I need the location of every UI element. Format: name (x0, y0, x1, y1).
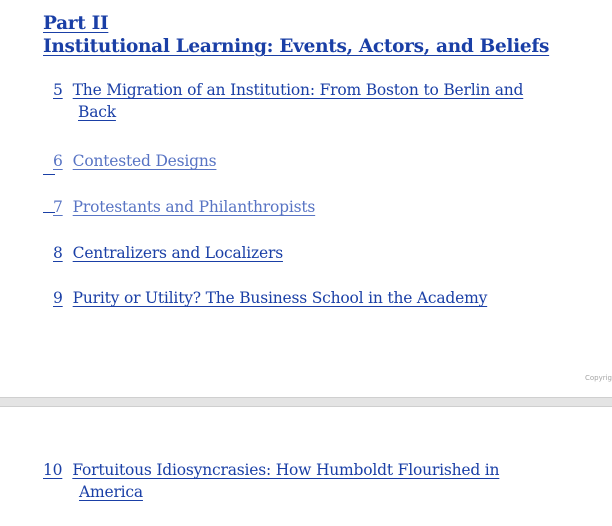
toc-entry-chapter-6[interactable] (53, 150, 216, 172)
toc-leader-line (43, 174, 55, 175)
toc-entry-chapter-9[interactable] (53, 287, 487, 309)
chapter-title: Fortuitous Idiosyncrasies: How Humboldt Flourished in (72, 461, 500, 479)
chapter-number: 7 (53, 198, 63, 216)
part-title: Institutional Learning: Events, Actors, and Beliefs (43, 36, 550, 57)
chapter-number: 8 (53, 244, 63, 262)
part-number: Part II (43, 13, 109, 34)
chapter-number: 10 (43, 461, 63, 479)
toc-entry-chapter-7[interactable] (53, 196, 315, 218)
toc-entry-chapter-10[interactable] (43, 459, 499, 503)
copyright-notice: Copyrig (584, 374, 612, 382)
document-page-bottom (0, 407, 612, 526)
chapter-title: Purity or Utility? The Business School in the Academy (72, 289, 488, 307)
chapter-number: 6 (53, 152, 63, 170)
part-heading-link[interactable] (43, 12, 603, 58)
chapter-number: 5 (53, 81, 63, 99)
chapter-title-continued: Back (78, 103, 116, 121)
chapter-title: Protestants and Philanthropists (72, 198, 316, 216)
chapter-title: Contested Designs (72, 152, 217, 170)
chapter-title: Centralizers and Localizers (72, 244, 283, 262)
toc-entry-chapter-5[interactable] (53, 79, 523, 123)
chapter-title: The Migration of an Institution: From Boston to Berlin and (72, 81, 524, 99)
toc-entry-chapter-8[interactable] (53, 242, 283, 264)
chapter-title-continued: America (79, 483, 143, 501)
chapter-number: 9 (53, 289, 63, 307)
page-separator (0, 397, 612, 407)
